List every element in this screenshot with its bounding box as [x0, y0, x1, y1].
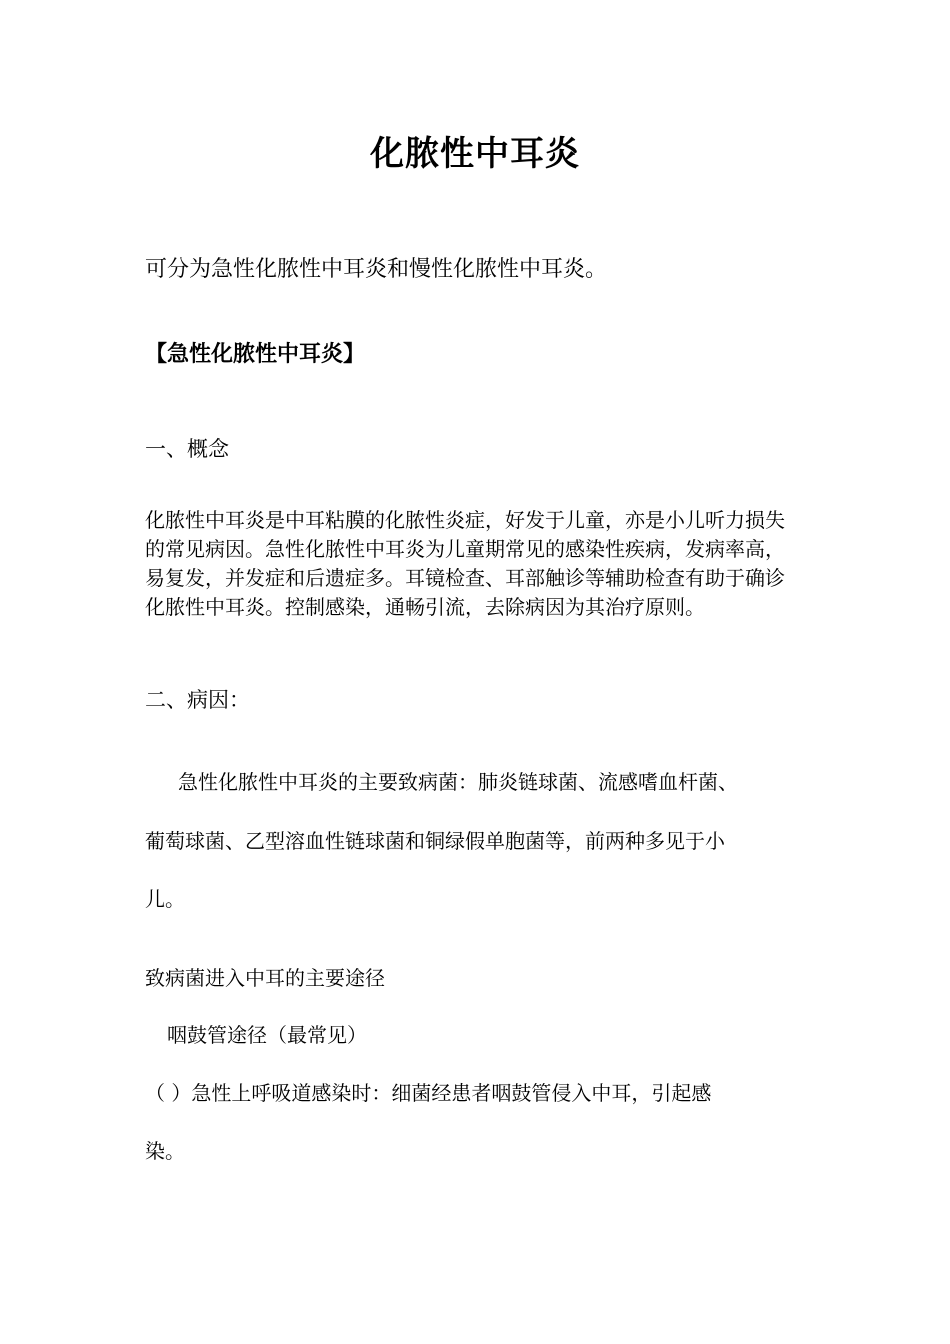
- route-heading: 致病菌进入中耳的主要途径: [145, 966, 385, 990]
- document-title: 化脓性中耳炎: [370, 134, 580, 174]
- cause-line-3: 儿。: [145, 887, 185, 911]
- cause-heading: 二、病因：: [145, 688, 250, 712]
- cause-line-2: 葡萄球菌、乙型溶血性链球菌和铜绿假单胞菌等，前两种多见于小: [145, 829, 725, 853]
- route-item-1a-line-1: （ ）急性上呼吸道感染时：细菌经患者咽鼓管侵入中耳，引起感: [145, 1081, 712, 1105]
- section-heading: 【急性化脓性中耳炎】: [145, 342, 366, 367]
- route-item-1: 咽鼓管途径（最常见）: [167, 1023, 367, 1047]
- route-item-1a-line-2: 染。: [145, 1139, 185, 1163]
- concept-heading: 一、概念: [145, 437, 229, 461]
- intro-text: 可分为急性化脓性中耳炎和慢性化脓性中耳炎。: [145, 257, 608, 282]
- cause-line-1: 急性化脓性中耳炎的主要致病菌：肺炎链球菌、流感嗜血杆菌、: [178, 770, 738, 794]
- concept-paragraph: 化脓性中耳炎是中耳粘膜的化脓性炎症，好发于儿童，亦是小儿听力损失的常见病因。急性化脓性中耳炎为儿童期常见的感染性疾病，发病率高，易复发，并发症和后遗症多。耳镜检查、耳部触诊等辅助检查有助于确诊化脓性中耳炎。控制感染，通畅引流，去除病因为其治疗原则。: [145, 508, 785, 619]
